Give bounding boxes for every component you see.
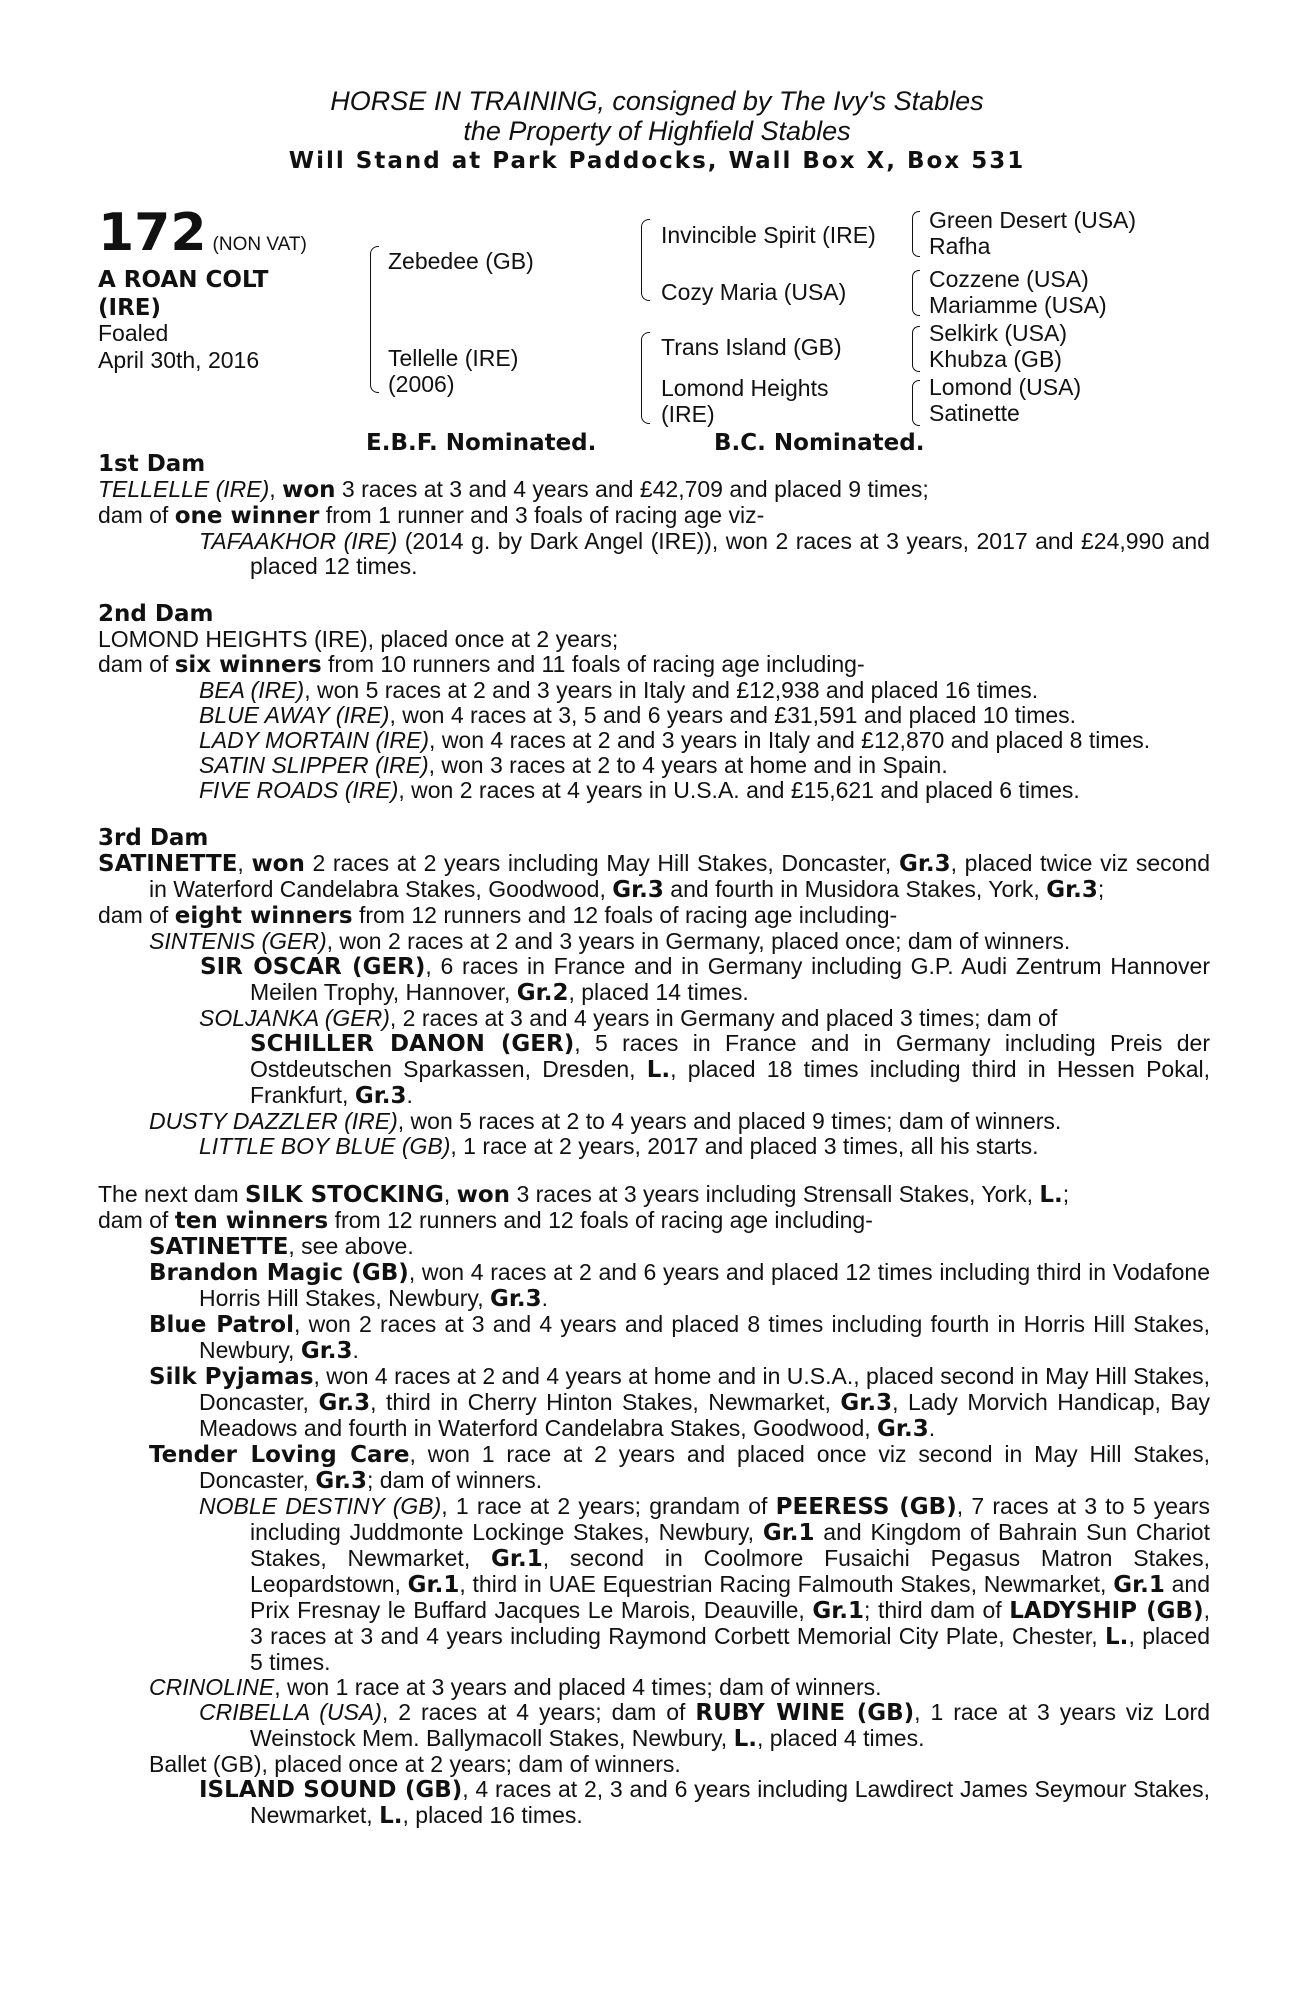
pedigree-dam-year: (2006) [388,371,455,397]
pedigree-bracket [912,380,920,426]
list-item: SOLJANKA (GER), 2 races at 3 and 4 years in Germany and placed 3 times; dam of [199,1005,1058,1031]
dam-history [98,452,1210,1829]
third-dam-produce: dam of eight winners from 12 runners and 12 foals of racing age including- [98,902,898,929]
first-dam-foal: TAFAAKHOR (IRE) (2014 g. by Dark Angel (IRE)), won 2 races at 3 years, 2017 and £24,990 and placed 12 times. [199,528,1210,579]
list-item: Tender Loving Care, won 1 race at 2 years and placed once viz second in May Hill Stakes, Doncaster, Gr.3; dam of winners. [149,1441,1210,1494]
first-dam-produce: dam of one winner from 1 runner and 3 foals of racing age viz- [98,502,765,529]
second-dam-produce: dam of six winners from 10 runners and 11 foals of racing age including- [98,651,865,678]
pedigree-g1: Green Desert (USA) [929,207,1137,233]
pedigree-g6: Khubza (GB) [929,346,1062,372]
list-item: DUSTY DAZZLER (IRE), won 5 races at 2 to 4 years and placed 9 times; dam of winners. [149,1108,1062,1134]
pedigree-bracket [641,219,650,301]
pedigree-dam-dam: (IRE) [661,401,715,427]
pedigree-g3: Cozzene (USA) [929,266,1089,292]
list-item: BEA (IRE), won 5 races at 2 and 3 years in Italy and £12,938 and placed 16 times. [199,677,1039,703]
next-dam-entry: The next dam SILK STOCKING, won 3 races at 3 years including Strensall Stakes, York, L.; [98,1181,1070,1208]
pedigree-g2: Rafha [929,233,991,259]
list-item: ISLAND SOUND (GB), 4 races at 2, 3 and 6 years including Lawdirect James Seymour Stakes, Newmarket, L., placed 16 times. [199,1776,1210,1829]
pedigree-bracket [641,332,650,424]
pedigree-bracket [912,270,920,316]
first-dam-heading: 1st Dam [98,451,206,477]
header-consignor: HORSE IN TRAINING, consigned by The Ivy's Stables [330,86,984,116]
vat-status: (NON VAT) [212,234,307,255]
list-item: Silk Pyjamas, won 4 races at 2 and 4 years at home and in U.S.A., placed second in May Hill Stakes, Doncaster, Gr.3, third in Cherry Hinton Stakes, Newmarket, Gr.3, Lady Morvich Handicap, Bay Meadows and fourth in Waterford Candelabra Stakes, Goodwood, Gr.3. [149,1363,1210,1442]
pedigree-sire-dam: Cozy Maria (USA) [661,279,847,305]
list-item: Brandon Magic (GB), won 4 races at 2 and 6 years and placed 12 times including third in Vodafone Horris Hill Stakes, Newbury, Gr.3. [149,1259,1210,1312]
foaled-info: Foaled April 30th, 2016 [98,320,260,373]
list-item: NOBLE DESTINY (GB), 1 race at 2 years; grandam of PEERESS (GB), 7 races at 3 to 5 years including Juddmonte Lockinge Stakes, Newbury, Gr.1 and Kingdom of Bahrain Sun Chariot Stakes, Newmarket, Gr.1, second in Coolmore Fusaichi Pegasus Matron Stakes, Leopardstown, Gr.1, third in UAE Equestrian Racing Falmouth Stakes, Newmarket, Gr.1 and Prix Fresnay le Buffard Jacques Le Marois, Deauville, Gr.1; third dam of LADYSHIP (GB), 3 races at 3 and 4 years including Raymond Corbett Memorial City Plate, Chester, L., placed 5 times. [199,1493,1210,1675]
header-property: the Property of Highfield Stables [463,116,851,146]
first-dam-entry: TELLELLE (IRE), won 3 races at 3 and 4 years and £42,709 and placed 9 times; [98,476,929,503]
pedigree-bracket [370,246,379,393]
list-item: LITTLE BOY BLUE (GB), 1 race at 2 years, 2017 and placed 3 times, all his starts. [199,1133,1039,1159]
ebf-nomination: E.B.F. Nominated. [366,430,597,456]
list-item: BLUE AWAY (IRE), won 4 races at 3, 5 and 6 years and £31,591 and placed 10 times. [199,702,1077,728]
second-dam-entry: LOMOND HEIGHTS (IRE), placed once at 2 years; [98,626,619,652]
lot-description: A ROAN COLT (IRE) [98,267,269,321]
list-item: FIVE ROADS (IRE), won 2 races at 4 years in U.S.A. and £15,621 and placed 6 times. [199,777,1080,803]
pedigree-dam-dam: Lomond Heights [661,375,829,401]
list-item: Ballet (GB), placed once at 2 years; dam of winners. [149,1751,681,1777]
pedigree-dam: Tellelle (IRE) [388,345,519,371]
pedigree-bracket [912,211,920,257]
header-location: Will Stand at Park Paddocks, Wall Box X, Box 531 [288,148,1026,174]
pedigree-sire-sire: Invincible Spirit (IRE) [661,222,876,248]
third-dam-heading: 3rd Dam [98,825,209,851]
pedigree-g5: Selkirk (USA) [929,320,1068,346]
list-item: SIR OSCAR (GER), 6 races in France and in Germany including G.P. Audi Zentrum Hannover Meilen Trophy, Hannover, Gr.2, placed 14 times. [200,953,1211,1006]
pedigree-dam-sire: Trans Island (GB) [661,334,842,360]
list-item: CRIBELLA (USA), 2 races at 4 years; dam of RUBY WINE (GB), 1 race at 3 years viz Lord Weinstock Mem. Ballymacoll Stakes, Newbury, L., placed 4 times. [199,1699,1210,1752]
list-item: LADY MORTAIN (IRE), won 4 races at 2 and 3 years in Italy and £12,870 and placed 8 times. [199,727,1151,753]
lot-number-block [98,205,307,261]
pedigree-sire: Zebedee (GB) [388,248,534,274]
bc-nomination: B.C. Nominated. [714,430,925,456]
list-item: SINTENIS (GER), won 2 races at 2 and 3 years in Germany, placed once; dam of winners. [149,928,1071,954]
list-item: CRINOLINE, won 1 race at 3 years and placed 4 times; dam of winners. [149,1674,882,1700]
list-item: SCHILLER DANON (GER), 5 races in France and in Germany including Preis der Ostdeutschen Sparkassen, Dresden, L., placed 18 times including third in Hessen Pokal, Frankfurt, Gr.3. [250,1030,1210,1109]
third-dam-entry: SATINETTE, won 2 races at 2 years including May Hill Stakes, Doncaster, Gr.3, placed twice viz second in Waterford Candelabra Stakes, Goodwood, Gr.3 and fourth in Musidora Stakes, York, Gr.3; [98,850,1211,903]
lot-number: 172 [98,203,207,263]
list-item: Blue Patrol, won 2 races at 3 and 4 years and placed 8 times including fourth in Horris Hill Stakes, Newbury, Gr.3. [149,1311,1210,1364]
pedigree-g7: Lomond (USA) [929,374,1082,400]
next-dam-produce: dam of ten winners from 12 runners and 12 foals of racing age including- [98,1207,873,1234]
list-item: SATINETTE, see above. [149,1233,414,1260]
second-dam-heading: 2nd Dam [98,601,214,627]
pedigree-g8: Satinette [929,400,1020,426]
list-item: SATIN SLIPPER (IRE), won 3 races at 2 to 4 years at home and in Spain. [199,752,948,778]
pedigree-g4: Mariamme (USA) [929,292,1107,318]
pedigree-bracket [912,326,920,372]
